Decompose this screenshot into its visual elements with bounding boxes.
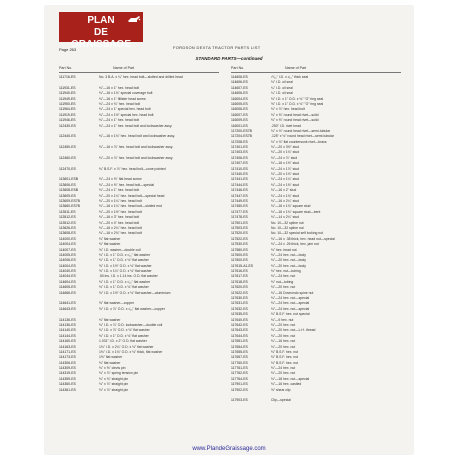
part-name: ⅜"—24 x 1⅞" stud [271,166,300,171]
part-name: ⅜"—24 hex. nut—body [271,252,306,257]
part-name: ⅜"—24 x ¾" hex. head bolt [99,101,141,106]
part-name: ⅜"—24 hex. nut—special [271,296,310,301]
part-number: 114044-ES [59,274,76,279]
part-number: 117522-ES [231,236,248,241]
part-name: No. 10—32 spline nut [271,225,304,230]
part-name: ⅝" I.D. x 1½" O.D. x ⅛" flat washer [99,263,152,268]
part-number: 113660-ES7B [59,204,80,209]
part-number: 114004-ES [59,242,76,247]
part-name: ⅝" I.D. washer—double coil [99,247,141,252]
part-name: ⅜"—16 x ⅞" hex. head bolt and lockwasher assy. [99,145,174,150]
part-number: 111940-ES [59,91,76,96]
part-name: ⅜"—20 x 1¾" stud [271,150,300,155]
part-number: 114607-ES [231,85,248,90]
part-name: ⅛" x ⅛" round head rivet—semi-tubular [271,128,331,133]
part-number: 114319-ES [59,371,76,376]
part-name: ⅜"—16 x 1⅜" stud [271,161,300,166]
part-name: ⅜" x ¾" straight pin [99,376,129,381]
part-name: ¹⁵⁄₁₆" I.D. x ¹⁄₁₆" thick seal [271,75,309,79]
part-name: No. 10—32 spline nut [271,220,304,225]
part-name: ⅛" I.D. oil seal [271,80,293,85]
part-number: 117208-ES [231,139,248,144]
part-name: ⅜" I.D. x ⅞" O.D. lockwasher—double coil [99,322,163,327]
part-name: ⅜"—18 hex. nut—special [271,376,310,381]
part-name: ⅝" I.D. x 1" O.D. x ⅛" "O" ring seal [271,101,324,106]
part-number: 117616-ES [231,269,248,274]
part-name: ⅜"—24 x 1¾" stud [271,193,300,198]
part-number: 117440-ES [231,172,248,177]
part-name: ⅜"—16 x 1¾" special coverage bolt [99,91,153,96]
part-number: 117762-ES [231,371,248,376]
logo-line-1: PLAN [87,15,115,26]
part-number: 114606-ES [231,75,248,79]
part-number: 111716-ES [59,75,76,79]
part-number: 114360-ES [59,382,76,387]
part-number: 117617-ES [231,274,248,279]
part-number: 117478-ES [231,215,248,220]
part-number: 114004-ES [59,263,76,268]
part-number: 117200-ES7B [231,128,252,133]
part-name: ⅜"—16 x 1¼" hex. head bolt—slotted end [99,204,162,209]
page-header: FORDSON DEXTA TRACTOR PARTS LIST [173,45,261,50]
website-watermark: www.PlandeGraissage.com [192,446,266,452]
part-number: 117450-ES [231,204,248,209]
part-name: ⅜"—16 x 2" stud [271,188,297,193]
part-number: 117501-ES [231,220,248,225]
part-name: ⅜" I.D. x 1" O.D. x ⅛" flat washer [99,285,149,290]
part-number: 114641-ES [59,301,76,306]
part-number: 117600-ES [231,258,248,263]
part-number: 117630-ES [231,296,248,301]
part-number: 116005-ES [231,101,248,106]
right-name-header: Name of Part [285,66,307,70]
part-name: ⅝" flat washer—copper [99,301,135,306]
part-number: 114171-ES [59,349,76,354]
part-number: 117441-ES [231,177,248,182]
part-number: 117654-ES [231,344,248,349]
part-number: 114606-ES [231,80,248,85]
part-name: ⅛" x ⅞" straight pin [99,387,129,392]
part-name: ⅜"—20 x 1¼" hex. head bolt [99,198,142,203]
page-number: Page 263 [59,47,77,52]
part-name: ⅜"—20 hex. nut [271,333,296,338]
left-header-rule [59,72,219,73]
right-parts-column [231,75,401,404]
part-number: 114140-ES [59,328,76,333]
part-number: 117640-ES [231,317,248,322]
part-number: 117631-ES [231,301,248,306]
part-name: ⅜"—16 x 3" hex. head bolt [99,215,140,220]
part-name: ⅜"—16 x 1" hex. head bolt [99,85,140,90]
part-name: ⅜"—16 x .38 thick, hex. head nut—special [271,236,335,241]
part-number: 117642-ES [231,322,248,327]
part-name: ⅜"—24 x ⅝" hex. head bolt—special [99,182,154,187]
part-number: 116009-ES [231,118,248,123]
part-name: ⅜" nut—tubing [271,279,294,284]
part-name: ¼" I.D. oil seal [271,85,293,90]
part-number: 114666-ES [59,290,76,295]
part-name: ⅜"—20 x 4" hex. head bolt [99,220,140,225]
part-name: ⅜"—24 hex. nut—special [271,306,310,311]
part-number: 117503-ES [231,225,248,230]
part-name: ⅜"—9 hex. nut [271,317,294,322]
part-number: 114643-ES [59,306,76,311]
part-number: 117657-ES [231,355,248,360]
part-name: ⅜"—20 hex. nut [271,322,296,327]
part-number: 117651-ES [231,339,248,344]
part-name: ⅜" B.S.F. hex. nut [271,355,299,360]
part-name: 1⅜" I.D. x 1¾" O.D. x ⅛" thick, flat washer [99,349,163,354]
part-number: 113609-ES7B [59,198,80,203]
part-number: 117406-ES [231,155,248,160]
part-number: 113511-ES [59,209,76,214]
part-name: ⅜"—20 hex. nut—body [271,263,306,268]
logo-line-3: GRAISSAGE [70,39,131,50]
part-number: 114144-ES [59,333,76,338]
part-number: 117760-ES [231,360,248,365]
part-name: ⅜"—16 Doveondo spine nut [271,290,314,295]
part-number: 117520-ES [231,231,248,236]
part-name: ⅜"—24 x 1" hex. head bolt [99,118,140,123]
part-number: 117764-ES [231,376,248,381]
part-number: 117644-ES [231,333,248,338]
part-name: ⅜"—20 x ⅞" hex. head bolt and lockwasher assy. [99,155,174,160]
part-name: ⅜"—16 hex. nut [271,339,296,344]
part-number: 111919-ES [59,112,76,117]
part-name: ⅜"—20 hex. nut [271,344,296,349]
part-name: ⅜" I.D. x 1" O.D. x ⅛" flat washer [99,258,149,263]
part-number: 117447-ES [231,193,248,198]
part-name: ⅜"—24 x 1" hex. head bolt and lockwasher assy. [99,123,173,128]
part-name: ⅜"—16 x 1¾" square stud [271,204,311,209]
part-name: ⅜" B.S.F. x ⅞" hex. head bolt—cone pointed [99,166,166,171]
part-name: ⅜"—24 hex. nut—special [271,301,310,306]
part-name: ⅜"—14 x 2¼" stud [271,215,300,220]
part-number: 113601-ESB [59,177,78,182]
part-name: ⅜"—20 hex. nut—L.H. thread [271,328,316,333]
part-number: 114359-ES [59,376,76,381]
part-name: ⅝" I.D. x 1¼" O.D. x ⅛" flat washer [99,269,152,274]
part-number: 114606-ES [231,91,248,96]
part-name: ⅜"—20 x 3½" stud [271,145,300,150]
part-number: 114160-ES [59,339,76,344]
part-number: 111950-ES [59,101,76,106]
part-number: 114309-ES [59,366,76,371]
part-number: 113609-ES [59,193,76,198]
part-number: 117618-ES [231,279,248,284]
part-name: 1.031" I.D. x 2" O.D. flat washer [99,339,147,344]
part-name: Clip—special [271,398,291,403]
part-number: 117903-ES [231,398,248,403]
part-name: ⅜"—24 x 1½" special hex. head bolt [99,112,154,117]
part-name: ⅛" x ⅞" straight pin [99,382,129,387]
part-name: ⅜" B.S.F. hex. nut special [271,312,310,317]
part-number: 111949-ES [59,96,76,101]
part-name: .250" I.D. rivet head [271,123,301,128]
part-name: ⅜" x ⅞" hex. head bolt [271,107,305,112]
part-number: 112430-ES [59,123,76,128]
part-name: ⅜"—20 hex. nut—body [271,258,306,263]
part-number: 117401-ES [231,145,248,150]
part-name: ⅜"—20 hex. nut [271,285,296,290]
part-name: ⅜"—16 x 1¾" hex. head bolt and lockwasher assy. [99,134,176,139]
part-name: ⅝" I.D. x ⅞" O.D. x ¹⁄₁₆" flat washer—copper [99,306,165,311]
part-name: 1⅛" I.D. x 2¼" O.D. x ⅛" flat washer [99,344,154,349]
part-number: 112470-ES [59,166,76,171]
left-name-header: Name of Part [113,66,135,70]
part-name: ⅜" B.S.F. hex. nut [271,349,299,354]
part-number: 117643-ES [231,328,248,333]
oil-can-icon [127,14,141,24]
part-number: 117407-ES [231,161,248,166]
part-number: 117761-ES [231,366,248,371]
part-name: ⅜"—24 x ⅞" stud [271,155,298,160]
part-number: 117204-ES7B [231,134,252,139]
part-number: 113606-ES [59,182,76,187]
part-name: ⅛" x ⅛" flat countersunk rivet—brass [271,139,327,144]
part-name: ⅜"—24 hex. nut [271,366,296,371]
part-name: ⅜" I.D. x 1" O.D. x ¹⁄₁₆" flat washer [99,252,151,257]
part-number: 114136-ES [59,322,76,327]
part-number: 117632-ES [231,306,248,311]
part-number: 117620-ES [231,285,248,290]
part-number: 113512-ES [59,215,76,220]
parts-row [59,388,219,393]
right-part-no-header: Part No. [231,66,245,70]
part-name: ⅜" I.D. x 1" O.D. x ⅛" flat washer [99,333,149,338]
part-number: 114163-ES [59,344,76,349]
part-name: ¼" I.D. oil seal [271,91,293,96]
part-name: ⅜"—20 x 1½" hex. head bolt [99,209,142,214]
part-name: ⅜"—24 x 1⅝" stud [271,182,300,187]
part-number: 117403-ES [231,150,248,155]
part-number: 117902-ES [231,387,248,392]
part-name: ⅜" x ⅝" round head rivet—solid [271,118,319,123]
part-number: 114000-ES [59,236,76,241]
part-name: ⅜"—16 x 1" fillister head screw [99,96,146,101]
part-number: 117600-ES [231,252,248,257]
part-name: ⅜"—16 x 2¾" hex. head bolt [99,231,142,236]
part-number: 117615-A1-ES [231,263,253,268]
part-number: 111964-ES [59,107,76,112]
part-name: ⅜" x ⅝" clevis pin [99,366,126,371]
part-name: ⅜"—24 x ⅝" flat head screw [99,177,142,182]
part-number: 111931-ES [59,85,76,90]
part-number: 116001-ES [231,123,248,128]
part-number: 117410-ES [231,166,248,171]
part-name: ⅜"—24 x 1" hex. head bolt [99,188,140,193]
part-number: 113512-ES [59,220,76,225]
left-parts-column [59,75,219,393]
document-page [45,6,413,454]
part-name: .50 ins. I.D. x 1.14 ins. O.D. flat washer [99,274,158,279]
logo-line-2: DE [94,27,108,38]
right-header-rule [231,72,401,73]
part-name: ⅝" shear clip [271,387,291,392]
part-name: ⅜" flat washer [99,360,121,365]
part-number: 114605-ES [59,285,76,290]
part-number: 117622-ES [231,290,248,295]
section-title: STANDARD PARTS—continued [195,56,263,61]
part-number: 117655-ES [231,349,248,354]
part-number: 113608-ES [59,231,76,236]
part-name: ⅜" hex. nut—tubing [271,269,301,274]
part-name: ⅜" I.D. x ⅞" O.D. x ⅛" flat washer [99,328,150,333]
part-name: ⅜" x ⅝" round head rivet—solid [271,112,319,117]
part-name: ⅜"—16 hex. castled [271,382,302,387]
part-number: 114306-ES [59,360,76,365]
part-number: 117446-ES [231,188,248,193]
part-name: No. 10—32 special self locking nut [271,231,324,236]
part-number: 117580-ES [231,247,248,252]
part-number: 117901-ES [231,382,248,387]
part-name: ⅜"—16 x 2¼" hex. head bolt [99,225,142,230]
part-number: 114604-ES [59,279,76,284]
part-name: ⅜" hex. head nut [271,247,297,252]
part-name: ⅝" I.D. x 1½" O.D. x ⅛" flat washer—aluminium [99,290,171,295]
part-name: ⅜"—24 x 1" special hex. head bolt [99,107,151,112]
part-number: 114005-ES [59,252,76,257]
part-name: ⅜"—16 x 1¾" square stud—bent [271,209,321,214]
part-name: .125" x ⅛" round head rivet—semi-tubular [271,134,334,139]
part-number: 117635-ES [231,312,248,317]
parts-row [231,398,401,403]
part-name: No. 3 B.A. x ¼" hex. head bolt—slotted and drilled head [99,75,183,79]
part-name: ⅜" B.S.F. hex. nut [271,360,299,365]
part-number: 113626-ES [59,225,76,230]
part-name: ⅜"—24 hex. nut [271,274,296,279]
part-number: 114006-ES [59,258,76,263]
part-number: 114173-ES [59,355,76,360]
part-number: 117449-ES [231,198,248,203]
part-number: 114361-ES [59,387,76,392]
part-number: 116007-ES [231,112,248,117]
part-number: 116004-ES [231,96,248,101]
part-name: 1⅝" flat washer [99,355,123,360]
part-name: ⅜" I.D. x 1" O.D. x ⅛" "O" ring seal [271,96,324,101]
part-name: ⅜" I.D. x 1" O.D. x ¹⁄₁₆" flat washer [99,279,151,284]
part-name: ⅜"—16 x 2¼" stud [271,198,300,203]
part-number: 112450-ES [59,145,76,150]
part-number: 117477-ES [231,209,248,214]
part-name: ⅜" x ⅞" spring tension pin [99,371,139,376]
part-number: 117444-ES [231,182,248,187]
part-number: 112440-ES [59,134,76,139]
part-number: 112460-ES [59,155,76,160]
part-number: 116006-ES [231,107,248,112]
part-name: ⅜" flat washer [99,317,121,322]
part-name: ⅜"—20 x 1⅛" stud [271,172,300,177]
part-name: ⅜" flat washer [99,236,121,241]
part-number: 114136-ES [59,317,76,322]
part-name: ⅜"—24 x .26 thick, hex. jam nut [271,242,319,247]
part-number: 114007-ES [59,247,76,252]
part-name: ⅜"—20 x 1¼" hex. head bolt—special head [99,193,165,198]
part-name: ⅜" flat washer [99,242,121,247]
part-name: ⅜"—20 hex. nut [271,371,296,376]
part-number: 117530-ES [231,242,248,247]
part-number: 111946-ES [59,118,76,123]
part-name: ⅜"—24 x 1¼" stud [271,177,300,182]
part-number: 114040-ES [59,269,76,274]
left-part-no-header: Part No. [59,66,73,70]
part-number: 113608-ESB [59,188,78,193]
